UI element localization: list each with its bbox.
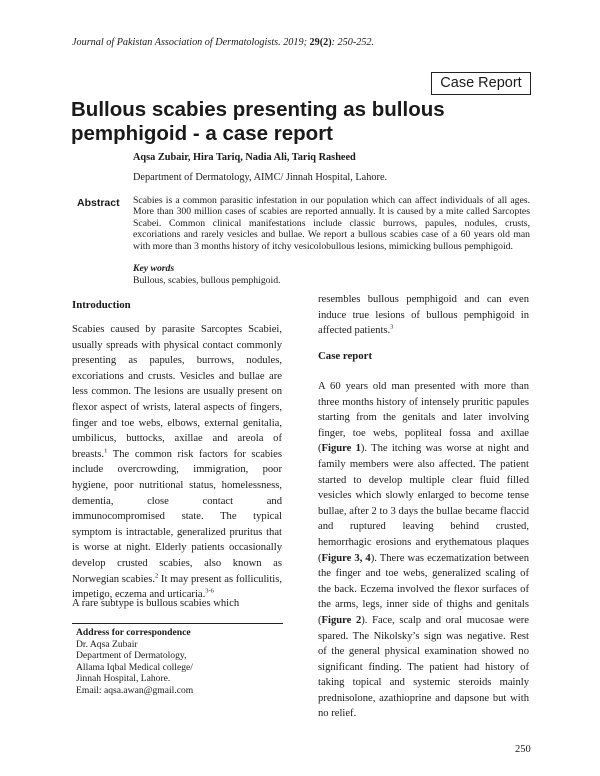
page-number: 250 xyxy=(515,744,531,755)
case-text-d: ). Face, scalp and oral mucosae were spared. The Nikolsky’s sign was negative. Rest of the general physical examination showed no significant finding. The patient had history of taking topical and systemic steroids mainly prednisolone, azathioprine and dapsone but with no relief. xyxy=(318,614,529,720)
correspondence-line: Dr. Aqsa Zubair xyxy=(76,638,138,650)
case-report-heading: Case report xyxy=(318,350,373,362)
abstract-text: Scabies is a common parasitic infestation in our population which can affect individuals of all ages. More than 300 million cases of scabies are reported annually. It is caused by a mite called Sarcoptes Scabei. Common clinical manifestations include classic burrows, papules, nodules, crusts, excoriations and rarely vesicles and bullae. We report a bullous scabies case of a 60 years old man with more than 3 months history of itchy vesicolobullous lesions, mimicking bullous pemphigoid. xyxy=(133,195,530,252)
journal-name: Journal of Pakistan Association of Dermatologists xyxy=(72,37,279,48)
figure-ref: Figure 3, 4 xyxy=(321,552,371,564)
introduction-continuation xyxy=(318,292,529,339)
continuation-text: resembles bullous pemphigoid and can even induce true lesions of bullous pemphigoid in affected patients. xyxy=(318,294,529,337)
correspondence-line: Jinnah Hospital, Lahore. xyxy=(76,673,171,685)
correspondence-email: Email: aqsa.awan@gmail.com xyxy=(76,684,194,696)
citation-ref: 2 xyxy=(155,571,159,579)
journal-year: . 2019; xyxy=(278,37,310,48)
introduction-paragraph-2: A rare subtype is bullous scabies which xyxy=(72,598,240,609)
case-text-b: ). The itching was worse at night and family members were also affected. The patient started to develop multiple clear fluid filled vesicles which slowly enlarged to become tense bullae, after 2 to 3 days the bullae became flaccid and ruptured leaving behind crusted, hemorrhagic erosions and erythematous plaques ( xyxy=(318,443,529,564)
case-text-a: A 60 years old man presented with more than three months history of intensely pruritic papules starting from the genitals and later involving finger, toe webs, popliteal fossa and axillae ( xyxy=(318,381,529,455)
article-type-badge: Case Report xyxy=(431,72,531,95)
author-list: Aqsa Zubair, Hira Tariq, Nadia Ali, Tariq Rasheed xyxy=(133,152,356,163)
journal-citation xyxy=(72,37,374,48)
case-report-paragraph xyxy=(318,379,529,722)
correspondence-heading: Address for correspondence xyxy=(76,627,191,638)
keywords-label: Key words xyxy=(133,263,175,274)
journal-volume: 29(2) xyxy=(309,37,332,48)
figure-ref: Figure 2 xyxy=(321,614,362,626)
correspondence-line: Allama Iqbal Medical college/ xyxy=(76,661,193,673)
figure-ref: Figure 1 xyxy=(321,443,361,455)
intro-text-a: Scabies caused by parasite Sarcoptes Scabiei, usually spreads with physical contact commonly presenting as papules, burrows, nodules, excoriations and crusts. Vesicles and bullae are less common. The lesions are usually present on flexor aspect of wrists, lateral aspects of fingers, finger and toe webs, elbows, external genitalia, umbilicus, buttocks, axillae and areola of breasts. xyxy=(72,324,282,460)
article-title: Bullous scabies presenting as bullous pemphigoid - a case report xyxy=(71,98,445,145)
intro-text-b: The common risk factors for scabies include overcrowding, immigration, poor hygiene, poor nutritional status, homelessness, dementia, close contact and immunocompromised state. The typical symptom is intractable, generalized pruritus that is worse at night. Elderly patients occasionally develop crusted scabies, also known as Norwegian scabies. xyxy=(72,448,282,585)
abstract-label: Abstract xyxy=(77,197,120,209)
intro-text-c: It may present as folliculitis, impetigo, eczema and urticaria. xyxy=(72,573,282,601)
introduction-paragraph-1 xyxy=(72,322,282,603)
introduction-heading: Introduction xyxy=(72,299,131,311)
citation-ref: 3 xyxy=(390,323,394,331)
footnote-divider xyxy=(72,623,283,624)
citation-ref: 1 xyxy=(104,447,108,455)
journal-pages: : 250-252. xyxy=(331,37,375,48)
correspondence-block xyxy=(76,627,193,697)
affiliation: Department of Dermatology, AIMC/ Jinnah Hospital, Lahore. xyxy=(133,172,388,183)
correspondence-line: Department of Dermatology, xyxy=(76,650,187,662)
keywords-text: Bullous, scabies, bullous pemphigoid. xyxy=(133,275,281,286)
case-text-c: ). There was eczematization between the finger and toe webs, generalized scaling of the back. Eczema involved the flexor surfaces of the arms, legs, inner side of thighs and genitals ( xyxy=(318,552,529,626)
citation-ref: 3-6 xyxy=(205,587,214,595)
